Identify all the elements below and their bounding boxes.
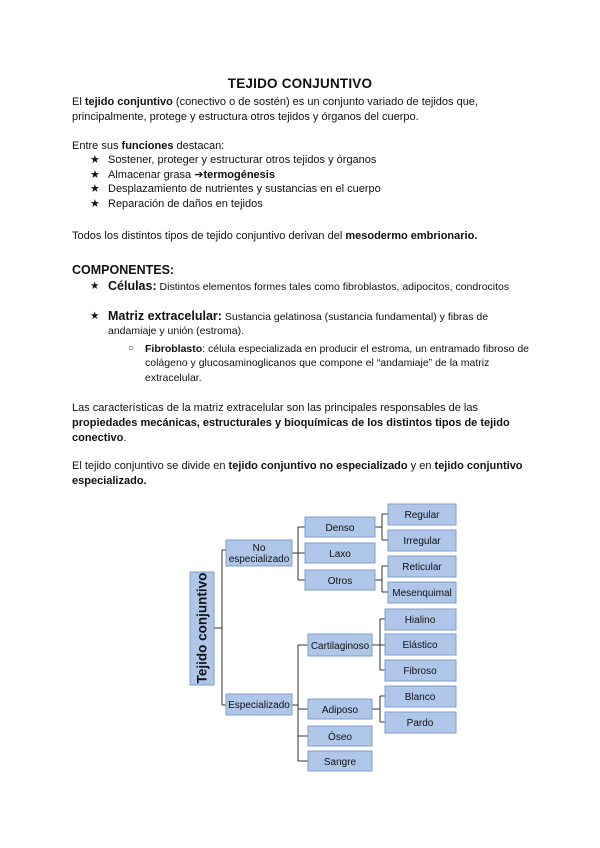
node-blanco	[385, 686, 456, 707]
node-sangre	[308, 751, 372, 771]
list-item-text: Reparación de daños en tejidos	[108, 197, 263, 210]
node-blanco-label: Blanco	[404, 692, 436, 703]
page-title: TEJIDO CONJUNTIVO	[227, 76, 373, 91]
node-especializado	[226, 694, 292, 715]
intro-bold: tejido conjuntivo	[84, 96, 173, 108]
star-icon: ★	[90, 183, 100, 196]
root-label: Tejido conjuntivo	[194, 572, 210, 684]
functions-text-2: destacan:	[173, 140, 225, 152]
node-laxo	[305, 543, 375, 563]
properties-text-2: .	[123, 432, 127, 444]
node-otros-label: Otros	[327, 576, 353, 587]
node-elastico	[385, 634, 456, 655]
origin-text: Todos los distintos tipos de tejido conjuntivo derivan del	[72, 230, 346, 242]
node-fibroso-label: Fibroso	[403, 666, 437, 677]
node-no-especializado-label-2: especializado	[228, 554, 290, 565]
star-icon: ★	[90, 310, 100, 322]
node-cartilaginoso-label: Cartilaginoso	[310, 641, 370, 652]
node-irregular	[388, 530, 456, 551]
list-item-text: Desplazamiento de nutrientes y sustancias en el cuerpo	[108, 183, 381, 196]
node-fibroso	[385, 660, 456, 681]
node-elastico-label: Elástico	[402, 640, 438, 651]
cells-lead: Células:	[108, 279, 157, 293]
division-bold-2: tejido conjuntivo especializado.	[72, 460, 523, 487]
star-icon: ★	[90, 154, 100, 166]
star-icon: ★	[90, 197, 100, 210]
functions-bold: funciones	[121, 140, 174, 152]
components-heading: COMPONENTES:	[72, 263, 175, 277]
division-text-2: y en	[407, 460, 435, 472]
fibroblast-text: : célula especializada en producir el estroma, un entramado fibroso de colágeno y glucosaminoglicanos que compone el “andamiaje” de la matriz extracelular.	[145, 343, 530, 384]
node-pardo-label: Pardo	[406, 718, 434, 729]
node-denso-label: Denso	[325, 523, 355, 534]
node-mesenquimal	[388, 582, 456, 603]
properties-text: Las características de la matriz extracelular son las principales responsables de las	[72, 402, 478, 414]
cells-text: Distintos elementos formes tales como fibroblastos, adipocitos, condrocitos	[156, 281, 510, 293]
node-sangre-label: Sangre	[323, 757, 357, 768]
node-cartilaginoso	[308, 634, 372, 656]
node-no-especializado	[226, 540, 292, 566]
division-text: El tejido conjuntivo se divide en	[72, 460, 229, 472]
properties-bold: propiedades mecánicas, estructurales y bioquímicas de los distintos tipos de tejido conectivo	[72, 417, 510, 444]
node-laxo-label: Laxo	[329, 549, 351, 560]
star-icon: ★	[90, 280, 100, 292]
functions-text: Entre sus	[72, 140, 122, 152]
root-node	[190, 572, 214, 685]
node-reticular-label: Reticular	[402, 562, 442, 573]
node-regular-label: Regular	[404, 510, 440, 521]
node-oseo	[308, 726, 372, 746]
node-denso	[305, 517, 375, 537]
node-hialino-label: Hialino	[404, 615, 436, 626]
matrix-text: Sustancia gelatinosa (sustancia fundamental) y fibras de andamiaje y unión (estroma).	[108, 311, 489, 337]
node-adiposo	[308, 699, 372, 719]
intro-text-2: (conectivo o de sostén) es un conjunto variado de tejidos que, principalmente, protege y estructura otros tejidos y órganos del cuerpo.	[72, 96, 478, 123]
node-hialino	[385, 609, 456, 630]
node-oseo-label: Óseo	[328, 732, 352, 743]
node-reticular	[388, 556, 456, 577]
list-item-bold: termogénesis	[203, 168, 275, 181]
node-especializado-label: Especializado	[228, 700, 290, 711]
star-icon: ★	[90, 168, 100, 181]
circle-bullet-icon: ○	[128, 343, 135, 354]
origin-bold: mesodermo embrionario.	[345, 230, 478, 242]
node-irregular-label: Irregular	[403, 536, 441, 547]
list-item-text: Almacenar grasa ➔	[108, 168, 204, 181]
matrix-lead: Matriz extracelular:	[108, 309, 222, 323]
division-bold: tejido conjuntivo no especializado	[228, 460, 408, 472]
list-item-text: Sostener, proteger y estructurar otros tejidos y órganos	[108, 154, 377, 166]
fibroblast-lead: Fibroblasto	[145, 343, 203, 355]
node-no-especializado-label-1: No	[252, 543, 266, 554]
node-adiposo-label: Adiposo	[321, 705, 359, 716]
node-regular	[388, 504, 456, 525]
node-pardo	[385, 712, 456, 733]
intro-text: El	[72, 96, 85, 108]
node-mesenquimal-label: Mesenquimal	[392, 588, 452, 599]
node-otros	[305, 570, 375, 590]
